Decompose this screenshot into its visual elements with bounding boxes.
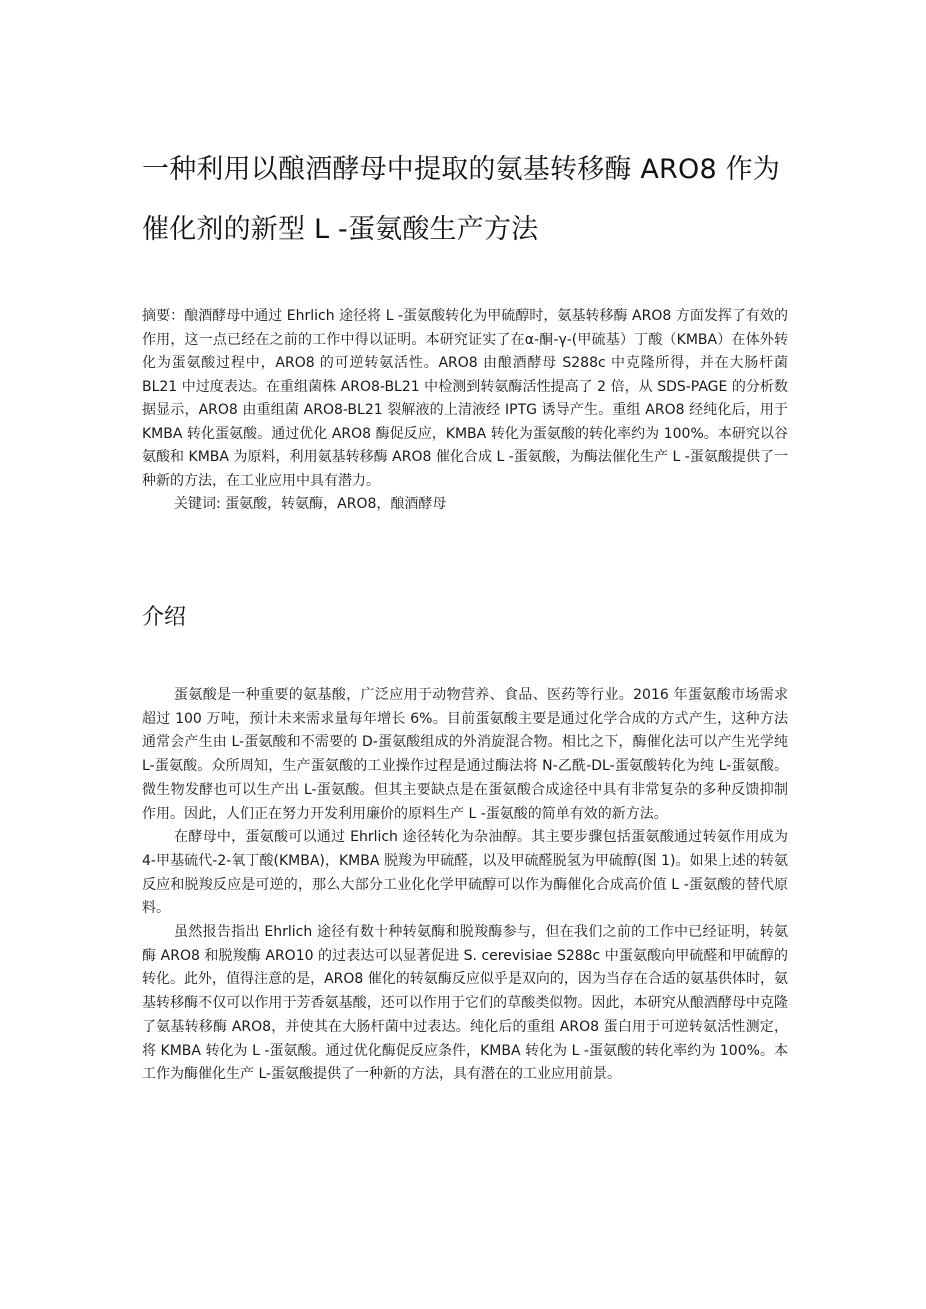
introduction-body (142, 684, 788, 1087)
abstract-block (142, 305, 788, 517)
section-heading-introduction: 介绍 (142, 605, 187, 630)
paper-title (142, 140, 802, 260)
paper-title-line-1: 一种利用以酿酒酵母中提取的氨基转移酶 ARO8 作为 (142, 154, 781, 185)
keywords-line: 关键词: 蛋氨酸，转氨酶，ARO8，酿酒酵母 (174, 496, 447, 512)
paragraph-1: 蛋氨酸是一种重要的氨基酸，广泛应用于动物营养、食品、医药等行业。2016 年蛋氨酸市场需求超过 100 万吨，预计未来需求量每年增长 6%。目前蛋氨酸主要是通过化学合成的方式产生，这种方法通常会产生由 L-蛋氨酸和不需要的 D-蛋氨酸组成的外消旋混合物。相比之下，酶催化法可以产生光学纯 L-蛋氨酸。众所周知，生产蛋氨酸的工业操作过程是通过酶法将 N-乙酰-DL-蛋氨酸转化为纯 L-蛋氨酸。微生物发酵也可以生产出 L-蛋氨酸。但其主要缺点是在蛋氨酸合成途径中具有非常复杂的多种反馈抑制作用。因此，人们正在努力开发利用廉价的原料生产 L -蛋氨酸的简单有效的新方法。 (142, 687, 788, 822)
paper-title-line-2: 催化剂的新型 L -蛋氨酸生产方法 (142, 214, 539, 245)
paragraph-2: 在酵母中，蛋氨酸可以通过 Ehrlich 途径转化为杂油醇。其主要步骤包括蛋氨酸通过转氨作用成为 4-甲基硫代-2-氧丁酸(KMBA)，KMBA 脱羧为甲硫醛，以及甲硫醛脱氢为甲硫醇(图 1)。如果上述的转氨反应和脱羧反应是可逆的，那么大部分工业化化学甲硫醇可以作为酶催化合成高价值 L -蛋氨酸的替代原料。 (142, 829, 788, 917)
abstract-text: 摘要：酿酒酵母中通过 Ehrlich 途径将 L -蛋氨酸转化为甲硫醇时，氨基转移酶 ARO8 方面发挥了有效的作用，这一点已经在之前的工作中得以证明。本研究证实了在α-酮-γ-(甲硫基）丁酸（KMBA）在体外转化为蛋氨酸过程中，ARO8 的可逆转氨活性。ARO8 由酿酒酵母 S288c 中克隆所得，并在大肠杆菌 BL21 中过度表达。在重组菌株 ARO8-BL21 中检测到转氨酶活性提高了 2 倍，从 SDS-PAGE 的分析数据显示，ARO8 由重组菌 ARO8-BL21 裂解液的上清液经 IPTG 诱导产生。重组 ARO8 经纯化后，用于 KMBA 转化蛋氨酸。通过优化 ARO8 酶促反应，KMBA 转化为蛋氨酸的转化率约为 100%。本研究以谷氨酸和 KMBA 为原料，利用氨基转移酶 ARO8 催化合成 L -蛋氨酸，为酶法催化生产 L -蛋氨酸提供了一种新的方法，在工业应用中具有潜力。 (142, 308, 788, 489)
paragraph-3: 虽然报告指出 Ehrlich 途径有数十种转氨酶和脱羧酶参与，但在我们之前的工作中已经证明，转氨酶 ARO8 和脱羧酶 ARO10 的过表达可以显著促进 S. cerevisiae S288c 中蛋氨酸向甲硫醛和甲硫醇的转化。此外，值得注意的是，ARO8 催化的转氨酶反应似乎是双向的，因为当存在合适的氨基供体时，氨基转移酶不仅可以作用于芳香氨基酸，还可以作用于它们的草酸类似物。因此，本研究从酿酒酵母中克隆了氨基转移酶 ARO8，并使其在大肠杆菌中过表达。纯化后的重组 ARO8 蛋白用于可逆转氨活性测定，将 KMBA 转化为 L -蛋氨酸。通过优化酶促反应条件，KMBA 转化为 L -蛋氨酸的转化率约为 100%。本工作为酶催化生产 L-蛋氨酸提供了一种新的方法，具有潜在的工业应用前景。 (142, 924, 788, 1083)
